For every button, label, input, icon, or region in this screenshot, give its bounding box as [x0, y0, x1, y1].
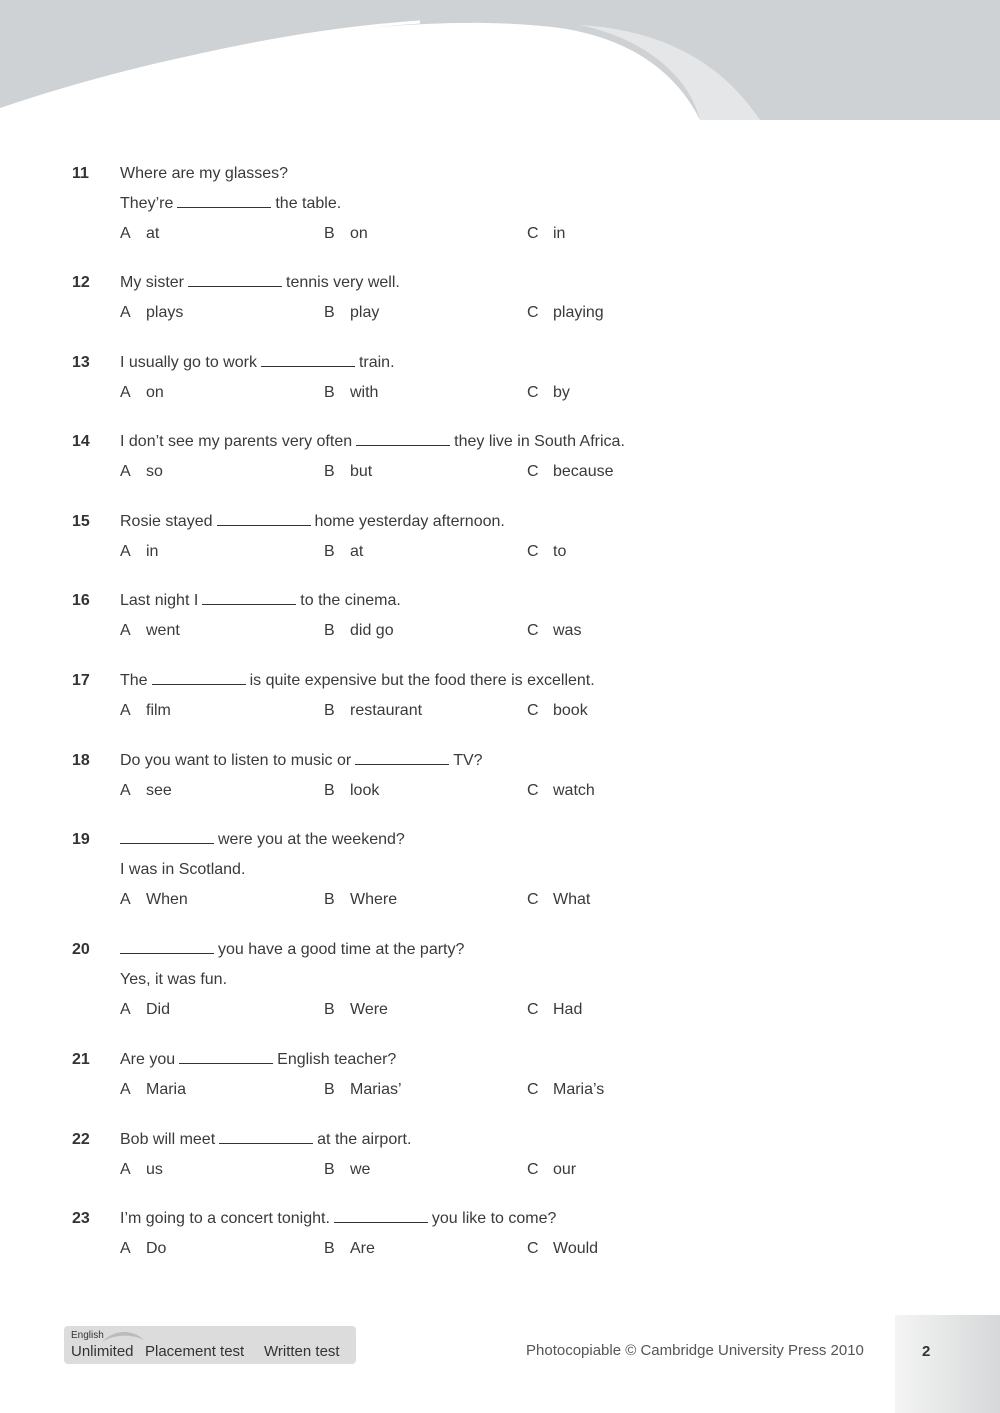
option-b[interactable]	[324, 700, 422, 722]
question-text: Bob will meet	[120, 1131, 216, 1148]
answer-blank	[356, 431, 450, 446]
question-line	[120, 590, 401, 612]
question-text: is quite expensive but the food there is excellent.	[249, 672, 595, 689]
question-line	[116, 939, 464, 961]
option-letter: C	[527, 463, 539, 480]
option-letter: C	[527, 225, 539, 242]
option-text: Are	[350, 1240, 375, 1257]
option-letter: B	[324, 1001, 335, 1018]
option-letter: C	[527, 1081, 539, 1098]
option-text: Maria’s	[553, 1081, 605, 1098]
option-a[interactable]	[120, 700, 171, 722]
question-number: 16	[72, 592, 90, 609]
option-text: Were	[350, 1001, 388, 1018]
question-text: I usually go to work	[120, 354, 257, 371]
question-text: Where are my glasses?	[120, 165, 289, 182]
option-b[interactable]	[324, 1238, 375, 1260]
option-a[interactable]	[120, 461, 163, 483]
option-a[interactable]	[120, 889, 188, 911]
option-text: on	[146, 384, 164, 401]
answer-blank	[120, 829, 214, 844]
question-number: 17	[72, 672, 90, 689]
option-c[interactable]	[527, 700, 588, 722]
answer-blank	[188, 272, 282, 287]
question-text: Rosie stayed	[120, 513, 213, 530]
question-text: train.	[358, 354, 395, 371]
option-letter: A	[120, 463, 131, 480]
question-line	[116, 829, 405, 851]
question-number: 11	[72, 165, 89, 182]
logo-written-label: Written test	[264, 1343, 340, 1360]
option-b[interactable]	[324, 780, 379, 802]
option-text: film	[146, 702, 171, 719]
logo-unlimited-label: Unlimited	[71, 1343, 134, 1360]
option-letter: A	[120, 304, 131, 321]
option-text: but	[350, 463, 373, 480]
option-letter: A	[120, 702, 131, 719]
question-line	[120, 352, 395, 374]
option-text: because	[553, 463, 614, 480]
option-c[interactable]	[527, 1079, 604, 1101]
answer-blank	[177, 193, 271, 208]
option-text: Do	[146, 1240, 167, 1257]
option-letter: A	[120, 622, 131, 639]
question-text: I was in Scotland.	[120, 861, 246, 878]
answer-blank	[152, 670, 246, 685]
english-unlimited-logo	[64, 1326, 356, 1364]
question-text: home yesterday afternoon.	[314, 513, 505, 530]
option-letter: B	[324, 1081, 335, 1098]
option-a[interactable]	[120, 999, 170, 1021]
copyright-notice: Photocopiable © Cambridge University Press 2010	[526, 1342, 864, 1359]
question-line	[120, 163, 288, 185]
question-line	[120, 1208, 556, 1230]
option-b[interactable]	[324, 382, 378, 404]
option-text: us	[146, 1161, 163, 1178]
option-text: we	[350, 1161, 371, 1178]
question-line	[120, 511, 505, 533]
option-text: What	[553, 891, 591, 908]
question-text: you like to come?	[431, 1210, 557, 1227]
option-text: Did	[146, 1001, 171, 1018]
option-letter: B	[324, 1240, 335, 1257]
option-c[interactable]	[527, 302, 604, 324]
answer-blank	[120, 939, 214, 954]
question-number: 22	[72, 1131, 90, 1148]
question-text: Last night I	[120, 592, 199, 609]
option-letter: B	[324, 622, 335, 639]
question-number: 20	[72, 941, 90, 958]
option-letter: C	[527, 1001, 539, 1018]
option-b[interactable]	[324, 302, 379, 324]
option-letter: C	[527, 543, 539, 560]
option-text: our	[553, 1161, 577, 1178]
option-text: was	[553, 622, 582, 639]
logo-swoosh-icon	[102, 1328, 144, 1344]
question-number: 13	[72, 354, 90, 371]
option-a[interactable]	[120, 382, 164, 404]
answer-blank	[202, 590, 296, 605]
option-text: Would	[553, 1240, 599, 1257]
option-letter: C	[527, 782, 539, 799]
header-banner	[0, 0, 1000, 120]
option-a[interactable]	[120, 223, 159, 245]
option-c[interactable]	[527, 1238, 598, 1260]
option-b[interactable]	[324, 461, 372, 483]
question-text: English teacher?	[277, 1051, 397, 1068]
question-number: 15	[72, 513, 90, 530]
question-text: Are you	[120, 1051, 176, 1068]
question-text: TV?	[453, 752, 483, 769]
question-text: to the cinema.	[300, 592, 401, 609]
logo-english-label: English	[71, 1330, 104, 1341]
option-letter: A	[120, 543, 131, 560]
option-a[interactable]	[120, 541, 158, 563]
option-a[interactable]	[120, 1159, 163, 1181]
option-text: watch	[553, 782, 595, 799]
option-letter: C	[527, 891, 539, 908]
question-line	[120, 1049, 396, 1071]
option-c[interactable]	[527, 223, 565, 245]
option-letter: A	[120, 1001, 131, 1018]
page-number: 2	[922, 1343, 931, 1360]
option-letter: A	[120, 782, 131, 799]
option-letter: B	[324, 384, 335, 401]
option-text: in	[146, 543, 159, 560]
option-letter: A	[120, 225, 131, 242]
option-letter: B	[324, 782, 335, 799]
option-text: Marias’	[350, 1081, 402, 1098]
option-c[interactable]	[527, 620, 581, 642]
page-number-tab	[895, 1315, 1000, 1413]
option-text: restaurant	[350, 702, 423, 719]
question-text: Yes, it was fun.	[120, 971, 228, 988]
question-line	[120, 431, 625, 453]
option-a[interactable]	[120, 1238, 166, 1260]
question-number: 12	[72, 274, 90, 291]
option-letter: C	[527, 1161, 539, 1178]
option-letter: A	[120, 1240, 131, 1257]
question-text: They’re	[120, 195, 174, 212]
option-text: playing	[553, 304, 604, 321]
question-text: The	[120, 672, 148, 689]
option-text: so	[146, 463, 163, 480]
option-text: Where	[350, 891, 398, 908]
option-b[interactable]	[324, 1159, 370, 1181]
option-c[interactable]	[527, 1159, 576, 1181]
answer-blank	[355, 750, 449, 765]
question-number: 21	[72, 1051, 90, 1068]
option-letter: B	[324, 304, 335, 321]
option-text: Had	[553, 1001, 583, 1018]
question-number: 18	[72, 752, 90, 769]
answer-blank	[334, 1208, 428, 1223]
option-b[interactable]	[324, 541, 363, 563]
option-b[interactable]	[324, 223, 368, 245]
question-line	[120, 859, 245, 881]
question-text: Do you want to listen to music or	[120, 752, 352, 769]
answer-blank	[179, 1049, 273, 1064]
option-b[interactable]	[324, 999, 388, 1021]
question-number: 19	[72, 831, 90, 848]
option-c[interactable]	[527, 780, 595, 802]
option-letter: B	[324, 225, 335, 242]
option-letter: C	[527, 702, 539, 719]
option-a[interactable]	[120, 302, 183, 324]
question-text: at the airport.	[317, 1131, 412, 1148]
option-text: look	[350, 782, 380, 799]
option-letter: B	[324, 891, 335, 908]
answer-blank	[217, 511, 311, 526]
option-letter: C	[527, 304, 539, 321]
option-b[interactable]	[324, 1079, 402, 1101]
option-letter: A	[120, 1161, 131, 1178]
question-line	[120, 670, 595, 692]
option-b[interactable]	[324, 620, 394, 642]
question-text: I’m going to a concert tonight.	[120, 1210, 330, 1227]
question-text: were you at the weekend?	[218, 831, 405, 848]
option-text: in	[553, 225, 566, 242]
option-text: to	[553, 543, 567, 560]
option-text: by	[553, 384, 570, 401]
answer-blank	[261, 352, 355, 367]
option-b[interactable]	[324, 889, 397, 911]
option-a[interactable]	[120, 1079, 186, 1101]
option-text: Maria	[146, 1081, 187, 1098]
question-text: My sister	[120, 274, 184, 291]
question-text: you have a good time at the party?	[218, 941, 465, 958]
option-c[interactable]	[527, 999, 582, 1021]
option-letter: B	[324, 543, 335, 560]
question-line	[120, 193, 341, 215]
option-letter: C	[527, 1240, 539, 1257]
option-letter: B	[324, 1161, 335, 1178]
option-letter: C	[527, 384, 539, 401]
logo-placement-label: Placement test	[145, 1343, 245, 1360]
option-letter: C	[527, 622, 539, 639]
question-line	[120, 1129, 411, 1151]
question-number: 14	[72, 433, 90, 450]
option-letter: A	[120, 891, 131, 908]
option-c[interactable]	[527, 382, 570, 404]
option-letter: B	[324, 463, 335, 480]
option-text: went	[146, 622, 180, 639]
question-text: the table.	[275, 195, 342, 212]
option-text: see	[146, 782, 172, 799]
question-line	[120, 272, 400, 294]
option-a[interactable]	[120, 620, 180, 642]
option-c[interactable]	[527, 541, 566, 563]
question-text: they live in South Africa.	[454, 433, 625, 450]
question-number: 23	[72, 1210, 90, 1227]
question-line	[120, 750, 483, 772]
option-text: at	[350, 543, 364, 560]
option-text: at	[146, 225, 160, 242]
option-text: on	[350, 225, 368, 242]
question-text: I don’t see my parents very often	[120, 433, 353, 450]
option-letter: A	[120, 384, 131, 401]
question-line	[120, 969, 227, 991]
question-text: tennis very well.	[286, 274, 400, 291]
option-letter: A	[120, 1081, 131, 1098]
option-text: When	[146, 891, 188, 908]
option-text: play	[350, 304, 380, 321]
option-text: plays	[146, 304, 184, 321]
option-c[interactable]	[527, 461, 614, 483]
option-c[interactable]	[527, 889, 590, 911]
option-letter: B	[324, 702, 335, 719]
option-a[interactable]	[120, 780, 172, 802]
option-text: did go	[350, 622, 394, 639]
answer-blank	[219, 1129, 313, 1144]
option-text: book	[553, 702, 588, 719]
option-text: with	[350, 384, 379, 401]
